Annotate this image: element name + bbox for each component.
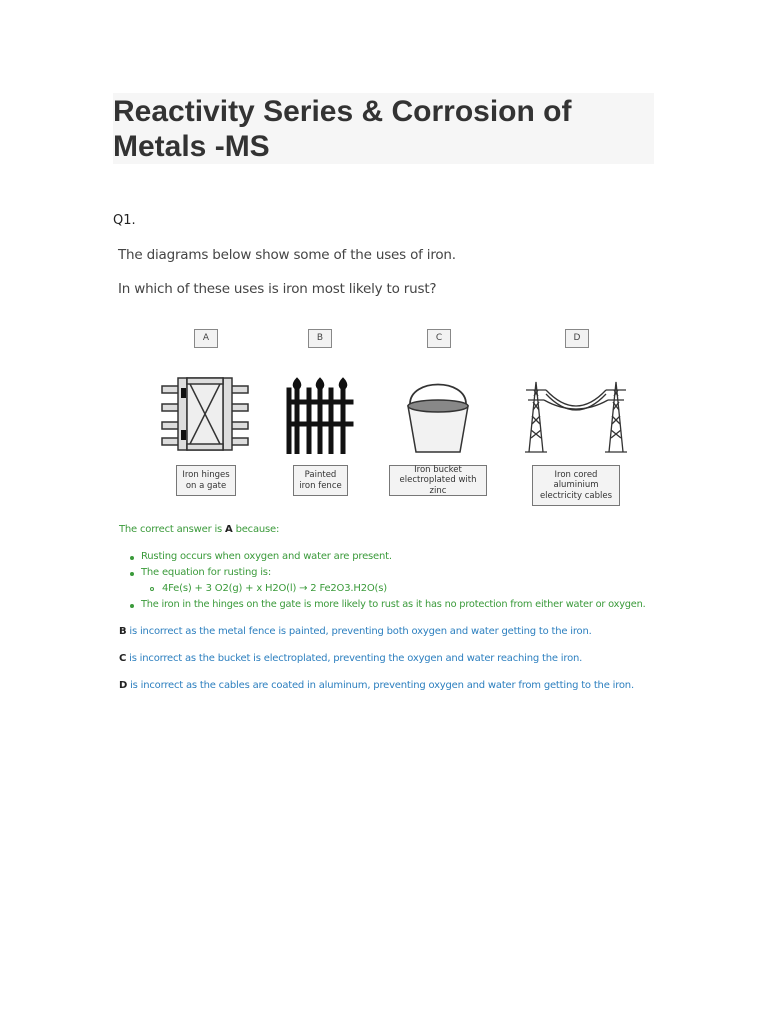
- option-b-label: B: [308, 329, 332, 348]
- fence-illustration: [285, 376, 355, 454]
- option-a-label: A: [194, 329, 218, 348]
- answer-bullet-2: The equation for rusting is:: [141, 567, 271, 578]
- explanation-c: C is incorrect as the bucket is electroplated, preventing the oxygen and water reaching the iron.: [119, 653, 583, 664]
- option-d-label: D: [565, 329, 589, 348]
- option-c-label: C: [427, 329, 451, 348]
- option-a-caption: Iron hinges on a gate: [176, 465, 236, 496]
- question-number: Q1.: [113, 213, 136, 228]
- answer-bullet-3: The iron in the hinges on the gate is more likely to rust as it has no protection from either water or oxygen.: [141, 599, 646, 610]
- question-stem-line1: The diagrams below show some of the uses of iron.: [118, 247, 456, 263]
- gate-illustration: [160, 374, 252, 454]
- bullet-dot: [130, 556, 134, 560]
- bullet-dot: [130, 604, 134, 608]
- answer-intro: The correct answer is A because:: [119, 524, 280, 535]
- question-stem-line2: In which of these uses is iron most likely to rust?: [118, 281, 437, 297]
- bucket-illustration: [404, 372, 472, 456]
- option-b-caption: Painted iron fence: [293, 465, 348, 496]
- page-title: Reactivity Series & Corrosion of Metals -MS: [113, 95, 572, 163]
- option-c-caption: Iron bucket electroplated with zinc: [389, 465, 487, 496]
- correct-letter: A: [225, 524, 233, 535]
- answer-bullet-1: Rusting occurs when oxygen and water are present.: [141, 551, 392, 562]
- explanation-d: D is incorrect as the cables are coated in aluminum, preventing oxygen and water from getting to the iron.: [119, 680, 634, 691]
- pylon-illustration: [523, 378, 629, 454]
- rusting-equation: 4Fe(s) + 3 O2(g) + x H2O(l) → 2 Fe2O3.H2O(s): [162, 583, 387, 594]
- bullet-dot: [130, 572, 134, 576]
- explanation-b: B is incorrect as the metal fence is painted, preventing both oxygen and water getting to the iron.: [119, 626, 592, 637]
- option-d-caption: Iron cored aluminium electricity cables: [532, 465, 620, 506]
- sub-bullet-ring: [150, 587, 154, 591]
